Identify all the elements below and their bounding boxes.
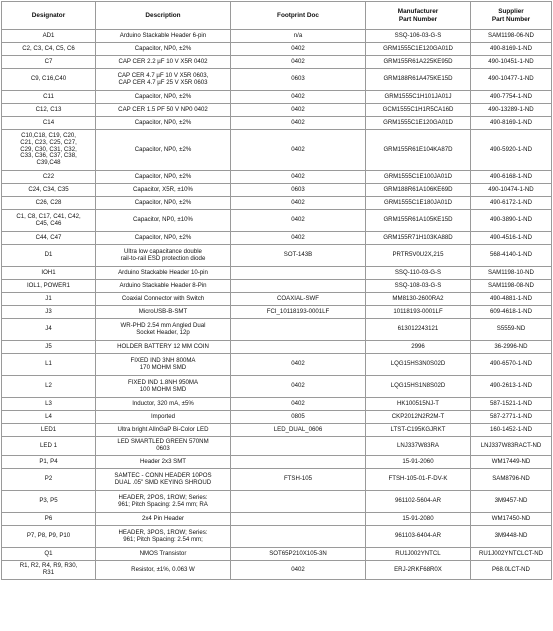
cell-footprint	[231, 513, 366, 526]
cell-footprint: 0402	[231, 91, 366, 104]
cell-footprint: SOT65P210X105-3N	[231, 548, 366, 561]
table-row	[2, 513, 552, 526]
table-row	[2, 30, 552, 43]
cell-manufacturer-part: GRM155R71H103KA88D	[366, 232, 471, 245]
table-row	[2, 210, 552, 232]
table-row	[2, 171, 552, 184]
cell-supplier-part: 490-3890-1-ND	[471, 210, 552, 232]
cell-manufacturer-part: SSQ-110-03-G-S	[366, 267, 471, 280]
cell-designator: P6	[2, 513, 96, 526]
cell-footprint: 0402	[231, 376, 366, 398]
cell-designator: P1, P4	[2, 456, 96, 469]
table-row	[2, 341, 552, 354]
cell-manufacturer-part: ERJ-2RKF68R0X	[366, 561, 471, 580]
table-body	[2, 30, 552, 580]
table-row	[2, 306, 552, 319]
header-manufacturer-part: Manufacturer Part Number	[366, 2, 471, 30]
table-row	[2, 267, 552, 280]
cell-supplier-part: 609-4618-1-ND	[471, 306, 552, 319]
cell-footprint: FTSH-105	[231, 469, 366, 491]
cell-supplier-part: 490-13289-1-ND	[471, 104, 552, 117]
cell-description: CAP CER 1.5 PF 50 V NP0 0402	[96, 104, 231, 117]
cell-supplier-part: SAM1198-08-ND	[471, 280, 552, 293]
header-supplier-part: Supplier Part Number	[471, 2, 552, 30]
cell-designator: R1, R2, R4, R9, R30, R31	[2, 561, 96, 580]
cell-supplier-part: 490-4516-1-ND	[471, 232, 552, 245]
cell-supplier-part: 490-2613-1-ND	[471, 376, 552, 398]
cell-manufacturer-part: FTSH-105-01-F-DV-K	[366, 469, 471, 491]
cell-designator: AD1	[2, 30, 96, 43]
cell-manufacturer-part: LQG15HS3N0S02D	[366, 354, 471, 376]
cell-designator: LED1	[2, 424, 96, 437]
cell-manufacturer-part: 961103-6404-AR	[366, 526, 471, 548]
cell-manufacturer-part: PRTR5V0U2X,215	[366, 245, 471, 267]
cell-manufacturer-part: GRM1555C1E180JA01D	[366, 197, 471, 210]
cell-designator: D1	[2, 245, 96, 267]
cell-description: Header 2x3 SMT	[96, 456, 231, 469]
cell-footprint: 0402	[231, 171, 366, 184]
cell-manufacturer-part: 613012243121	[366, 319, 471, 341]
table-row	[2, 561, 552, 580]
cell-footprint: 0805	[231, 411, 366, 424]
cell-manufacturer-part: 15-91-2080	[366, 513, 471, 526]
header-footprint: Footprint Doc	[231, 2, 366, 30]
cell-description: Ultra bright AlInGaP Bi-Color LED	[96, 424, 231, 437]
cell-supplier-part: 36-2996-ND	[471, 341, 552, 354]
cell-supplier-part: 490-8169-1-ND	[471, 117, 552, 130]
cell-supplier-part: 490-6570-1-ND	[471, 354, 552, 376]
table-row	[2, 548, 552, 561]
table-row	[2, 43, 552, 56]
cell-footprint: 0402	[231, 398, 366, 411]
cell-footprint	[231, 526, 366, 548]
cell-footprint: 0402	[231, 561, 366, 580]
cell-description: Capacitor, NP0, ±2%	[96, 117, 231, 130]
table-row	[2, 232, 552, 245]
cell-designator: C12, C13	[2, 104, 96, 117]
cell-designator: J3	[2, 306, 96, 319]
cell-footprint: 0603	[231, 184, 366, 197]
cell-supplier-part: SAM1198-06-ND	[471, 30, 552, 43]
cell-footprint: 0402	[231, 117, 366, 130]
cell-designator: C26, C28	[2, 197, 96, 210]
cell-footprint: 0402	[231, 43, 366, 56]
cell-footprint	[231, 280, 366, 293]
table-row	[2, 197, 552, 210]
cell-manufacturer-part: LQG15HS1N8S02D	[366, 376, 471, 398]
cell-supplier-part: 568-4140-1-ND	[471, 245, 552, 267]
cell-description: Capacitor, NP0, ±2%	[96, 171, 231, 184]
cell-manufacturer-part: 10118193-0001LF	[366, 306, 471, 319]
cell-description: MicroUSB-B-SMT	[96, 306, 231, 319]
bom-table	[1, 1, 552, 580]
cell-manufacturer-part: GRM155R61A105KE15D	[366, 210, 471, 232]
cell-footprint: LED_DUAL_0606	[231, 424, 366, 437]
bom-page	[0, 1, 553, 631]
table-row	[2, 245, 552, 267]
cell-designator: C10,C18, C19, C20, C21, C23, C25, C27, C29, C30, C31, C32, C33, C36, C37, C38, C39,C48	[2, 130, 96, 171]
cell-manufacturer-part: GRM1555C1E100JA01D	[366, 171, 471, 184]
cell-description: Capacitor, X5R, ±10%	[96, 184, 231, 197]
cell-description: Capacitor, NP0, ±2%	[96, 91, 231, 104]
cell-footprint: 0402	[231, 210, 366, 232]
cell-description: FIXED IND 3NH 800MA 170 MOHM SMD	[96, 354, 231, 376]
cell-designator: C1, C8, C17, C41, C42, C45, C46	[2, 210, 96, 232]
table-row	[2, 456, 552, 469]
cell-description: Capacitor, NP0, ±2%	[96, 197, 231, 210]
cell-description: Capacitor, NP0, ±2%	[96, 130, 231, 171]
cell-manufacturer-part: SSQ-108-03-G-S	[366, 280, 471, 293]
cell-footprint: 0603	[231, 69, 366, 91]
cell-manufacturer-part: 2996	[366, 341, 471, 354]
table-row	[2, 354, 552, 376]
cell-manufacturer-part: MM8130-2600RA2	[366, 293, 471, 306]
cell-designator: C22	[2, 171, 96, 184]
cell-description: Coaxial Connector with Switch	[96, 293, 231, 306]
table-row	[2, 293, 552, 306]
cell-designator: C44, C47	[2, 232, 96, 245]
table-row	[2, 398, 552, 411]
header-description: Description	[96, 2, 231, 30]
cell-designator: C2, C3, C4, C5, C6	[2, 43, 96, 56]
cell-description: SAMTEC - CONN HEADER 10POS DUAL .05" SMD KEYING SHROUD	[96, 469, 231, 491]
cell-footprint: COAXIAL-SWF	[231, 293, 366, 306]
cell-description: WR-PHD 2.54 mm Angled Dual Socket Header, 12p	[96, 319, 231, 341]
cell-description: CAP CER 2.2 µF 10 V X5R 0402	[96, 56, 231, 69]
cell-manufacturer-part: SSQ-106-03-G-S	[366, 30, 471, 43]
cell-manufacturer-part: LTST-C195KGJRKT	[366, 424, 471, 437]
table-row	[2, 411, 552, 424]
cell-designator: J4	[2, 319, 96, 341]
cell-description: Imported	[96, 411, 231, 424]
cell-supplier-part: 490-10451-1-ND	[471, 56, 552, 69]
cell-supplier-part: 490-8169-1-ND	[471, 43, 552, 56]
cell-footprint: n/a	[231, 30, 366, 43]
cell-supplier-part: WM17450-ND	[471, 513, 552, 526]
cell-description: 2x4 Pin Header	[96, 513, 231, 526]
cell-description: Capacitor, NP0, ±10%	[96, 210, 231, 232]
table-row	[2, 69, 552, 91]
cell-designator: L2	[2, 376, 96, 398]
cell-designator: IOH1	[2, 267, 96, 280]
cell-footprint: 0402	[231, 130, 366, 171]
cell-designator: C14	[2, 117, 96, 130]
table-row	[2, 56, 552, 69]
cell-description: Arduino Stackable Header 6-pin	[96, 30, 231, 43]
cell-supplier-part: 490-10477-1-ND	[471, 69, 552, 91]
cell-description: HEADER, 2POS, 1ROW; Series: 961; Pitch Spacing: 2.54 mm; RA	[96, 491, 231, 513]
cell-footprint: 0402	[231, 232, 366, 245]
cell-supplier-part: SAM8796-ND	[471, 469, 552, 491]
table-row	[2, 437, 552, 456]
table-row	[2, 104, 552, 117]
table-row	[2, 491, 552, 513]
table-row	[2, 117, 552, 130]
cell-supplier-part: 490-7754-1-ND	[471, 91, 552, 104]
cell-description: Inductor, 320 mA, ±5%	[96, 398, 231, 411]
cell-supplier-part: RU1J002YNTCLCT-ND	[471, 548, 552, 561]
cell-manufacturer-part: 15-91-2060	[366, 456, 471, 469]
cell-supplier-part: P68.0LCT-ND	[471, 561, 552, 580]
table-row	[2, 376, 552, 398]
cell-footprint: 0402	[231, 354, 366, 376]
cell-designator: P2	[2, 469, 96, 491]
cell-supplier-part: 587-2771-1-ND	[471, 411, 552, 424]
table-header-row	[2, 2, 552, 30]
cell-designator: Q1	[2, 548, 96, 561]
cell-designator: L3	[2, 398, 96, 411]
cell-supplier-part: 490-5920-1-ND	[471, 130, 552, 171]
cell-description: NMOS Transistor	[96, 548, 231, 561]
cell-supplier-part: 490-6168-1-ND	[471, 171, 552, 184]
cell-designator: C24, C34, C35	[2, 184, 96, 197]
cell-manufacturer-part: GRM1555C1E120GA01D	[366, 117, 471, 130]
cell-footprint	[231, 456, 366, 469]
cell-description: HEADER, 3POS, 1ROW; Series: 961; Pitch Spacing: 2.54 mm;	[96, 526, 231, 548]
cell-supplier-part: S5559-ND	[471, 319, 552, 341]
cell-description: HOLDER BATTERY 12 MM COIN	[96, 341, 231, 354]
cell-footprint	[231, 341, 366, 354]
cell-description: Capacitor, NP0, ±2%	[96, 232, 231, 245]
cell-manufacturer-part: HK100515NJ-T	[366, 398, 471, 411]
cell-designator: C7	[2, 56, 96, 69]
cell-footprint: 0402	[231, 197, 366, 210]
table-row	[2, 184, 552, 197]
cell-footprint: SOT-143B	[231, 245, 366, 267]
cell-footprint	[231, 319, 366, 341]
cell-description: Ultra low capacitance double rail-to-rail ESD protection diode	[96, 245, 231, 267]
cell-description: Capacitor, NP0, ±2%	[96, 43, 231, 56]
cell-supplier-part: WM17449-ND	[471, 456, 552, 469]
cell-supplier-part: 3M9448-ND	[471, 526, 552, 548]
cell-manufacturer-part: GRM1555C1E120GA01D	[366, 43, 471, 56]
cell-manufacturer-part: GRM155R61A225KE95D	[366, 56, 471, 69]
cell-supplier-part: LNJ337W83RACT-ND	[471, 437, 552, 456]
cell-designator: P7, P8, P9, P10	[2, 526, 96, 548]
header-designator: Designator	[2, 2, 96, 30]
cell-supplier-part: 490-10474-1-ND	[471, 184, 552, 197]
table-row	[2, 424, 552, 437]
cell-supplier-part: 3M9457-ND	[471, 491, 552, 513]
cell-manufacturer-part: LNJ337W83RA	[366, 437, 471, 456]
cell-manufacturer-part: GCM1555C1H1R5CA16D	[366, 104, 471, 117]
cell-supplier-part: 490-4881-1-ND	[471, 293, 552, 306]
cell-designator: P3, P5	[2, 491, 96, 513]
cell-description: Arduino Stackable Header 10-pin	[96, 267, 231, 280]
cell-supplier-part: 160-1452-1-ND	[471, 424, 552, 437]
cell-manufacturer-part: CKP2012N2R2M-T	[366, 411, 471, 424]
cell-designator: L4	[2, 411, 96, 424]
cell-footprint: 0402	[231, 56, 366, 69]
cell-supplier-part: 490-6172-1-ND	[471, 197, 552, 210]
cell-description: FIXED IND 1.8NH 950MA 100 MOHM SMD	[96, 376, 231, 398]
cell-description: LED SMARTLED GREEN 570NM 0603	[96, 437, 231, 456]
table-row	[2, 469, 552, 491]
cell-supplier-part: 587-1521-1-ND	[471, 398, 552, 411]
table-row	[2, 280, 552, 293]
cell-designator: L1	[2, 354, 96, 376]
cell-designator: C11	[2, 91, 96, 104]
cell-manufacturer-part: GRM155R61E104KA87D	[366, 130, 471, 171]
table-row	[2, 91, 552, 104]
cell-footprint: FCI_10118193-0001LF	[231, 306, 366, 319]
table-row	[2, 130, 552, 171]
cell-manufacturer-part: 961102-5604-AR	[366, 491, 471, 513]
cell-designator: LED 1	[2, 437, 96, 456]
cell-designator: J1	[2, 293, 96, 306]
cell-manufacturer-part: GRM1555C1H101JA01J	[366, 91, 471, 104]
cell-description: Resistor, ±1%, 0.063 W	[96, 561, 231, 580]
cell-designator: J5	[2, 341, 96, 354]
table-row	[2, 526, 552, 548]
cell-footprint	[231, 491, 366, 513]
cell-manufacturer-part: GRM188R61A475KE15D	[366, 69, 471, 91]
table-row	[2, 319, 552, 341]
cell-designator: IOL1, POWER1	[2, 280, 96, 293]
cell-description: Arduino Stackable Header 8-Pin	[96, 280, 231, 293]
cell-description: CAP CER 4.7 µF 10 V X5R 0603, CAP CER 4.7 µF 25 V X5R 0603	[96, 69, 231, 91]
cell-manufacturer-part: GRM188R61A106KE69D	[366, 184, 471, 197]
cell-designator: C9, C16,C40	[2, 69, 96, 91]
cell-supplier-part: SAM1198-10-ND	[471, 267, 552, 280]
cell-footprint	[231, 267, 366, 280]
cell-footprint: 0402	[231, 104, 366, 117]
cell-manufacturer-part: RU1J002YNTCL	[366, 548, 471, 561]
cell-footprint	[231, 437, 366, 456]
